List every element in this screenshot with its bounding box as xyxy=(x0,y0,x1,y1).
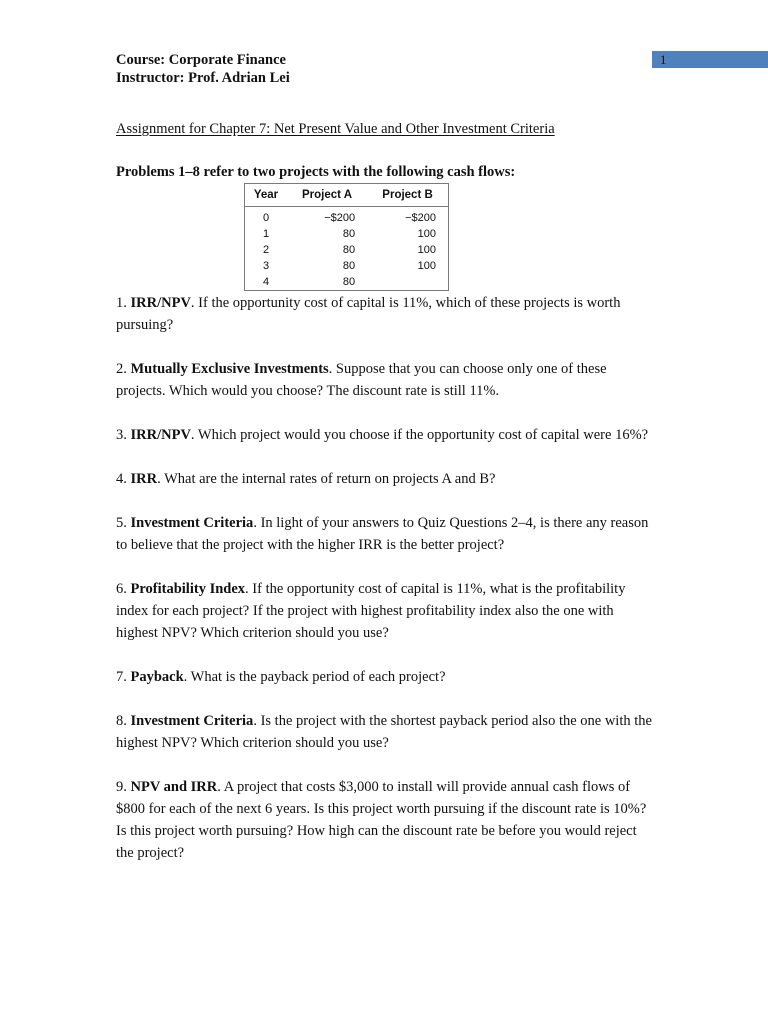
question-text: . If the opportunity cost of capital is 11%, what is the profitability index for each project? If the project with highest profitability index also the one with highest NPV? Which criterion should you use? xyxy=(116,581,626,641)
question-number: 6. xyxy=(116,581,131,597)
page-number: 1 xyxy=(652,51,768,68)
question-number: 3. xyxy=(116,427,131,443)
question-number: 4. xyxy=(116,471,131,487)
question-number: 8. xyxy=(116,713,131,729)
question-number: 1. xyxy=(116,295,131,311)
project-a-cell: 80 xyxy=(342,228,356,240)
course-line: Course: Corporate Finance xyxy=(116,52,286,68)
question-6 xyxy=(116,578,656,644)
question-number: 7. xyxy=(116,669,131,685)
question-topic: Profitability Index xyxy=(130,581,246,597)
question-list xyxy=(116,292,656,886)
question-number: 5. xyxy=(116,515,131,531)
year-cell: 1 xyxy=(262,228,270,240)
project-b-cell: 100 xyxy=(417,244,436,256)
question-topic: Payback xyxy=(130,669,184,685)
question-3 xyxy=(116,424,656,446)
table-row xyxy=(245,258,449,274)
assignment-title: Assignment for Chapter 7: Net Present Value and Other Investment Criteria xyxy=(116,121,555,137)
project-b-cell: −$200 xyxy=(405,212,436,224)
question-text: . What are the internal rates of return on projects A and B? xyxy=(157,471,496,487)
question-text: . Which project would you choose if the opportunity cost of capital were 16%? xyxy=(190,427,649,443)
question-topic: IRR xyxy=(130,471,158,487)
question-number: 9. xyxy=(116,779,131,795)
project-b-cell: 100 xyxy=(417,260,436,272)
question-2 xyxy=(116,358,656,402)
question-text: . In light of your answers to Quiz Questions 2–4, is there any reason to believe that the project with the higher IRR is the better project? xyxy=(116,515,649,553)
question-topic: Investment Criteria xyxy=(130,713,254,729)
project-a-cell: 80 xyxy=(342,244,356,256)
problems-intro: Problems 1–8 refer to two projects with the following cash flows: xyxy=(116,164,516,180)
question-text: . A project that costs $3,000 to install will provide annual cash flows of $800 for each of the next 6 years. Is this project worth pursuing if the discount rate is 10%? Is this project worth pursuing? How high can the discount rate be before you would reject the project? xyxy=(116,779,647,861)
question-topic: Mutually Exclusive Investments xyxy=(130,361,329,377)
column-header-project-a: Project A xyxy=(287,184,367,207)
question-text: . If the opportunity cost of capital is 11%, which of these projects is worth pursuing? xyxy=(116,295,621,333)
column-header-year: Year xyxy=(245,184,288,207)
project-b-cell xyxy=(367,274,448,291)
table-row xyxy=(245,207,449,227)
question-9 xyxy=(116,776,656,864)
question-1 xyxy=(116,292,656,336)
question-text: . Is the project with the shortest payback period also the one with the highest NPV? Which criterion should you use? xyxy=(116,713,652,751)
project-a-cell: 80 xyxy=(342,260,356,272)
project-a-cell: −$200 xyxy=(324,212,356,224)
document-header xyxy=(116,51,290,87)
question-topic: IRR/NPV xyxy=(130,427,191,443)
question-7 xyxy=(116,666,656,688)
year-cell: 3 xyxy=(262,260,270,272)
question-4 xyxy=(116,468,656,490)
question-topic: IRR/NPV xyxy=(130,295,191,311)
year-cell: 2 xyxy=(262,244,270,256)
instructor-line: Instructor: Prof. Adrian Lei xyxy=(116,70,290,86)
table-row xyxy=(245,242,449,258)
cash-flow-table xyxy=(244,183,449,291)
year-cell: 4 xyxy=(262,276,270,288)
question-8 xyxy=(116,710,656,754)
project-b-cell: 100 xyxy=(417,228,436,240)
question-5 xyxy=(116,512,656,556)
year-cell: 0 xyxy=(262,212,270,224)
question-text: . Suppose that you can choose only one of these projects. Which would you choose? The discount rate is still 11%. xyxy=(116,361,607,399)
question-text: . What is the payback period of each project? xyxy=(183,669,446,685)
table-row xyxy=(245,274,449,291)
project-a-cell: 80 xyxy=(342,276,356,288)
question-number: 2. xyxy=(116,361,131,377)
table-row xyxy=(245,226,449,242)
column-header-project-b: Project B xyxy=(367,184,448,207)
table-header-row xyxy=(245,184,449,207)
question-topic: Investment Criteria xyxy=(130,515,254,531)
question-topic: NPV and IRR xyxy=(130,779,218,795)
